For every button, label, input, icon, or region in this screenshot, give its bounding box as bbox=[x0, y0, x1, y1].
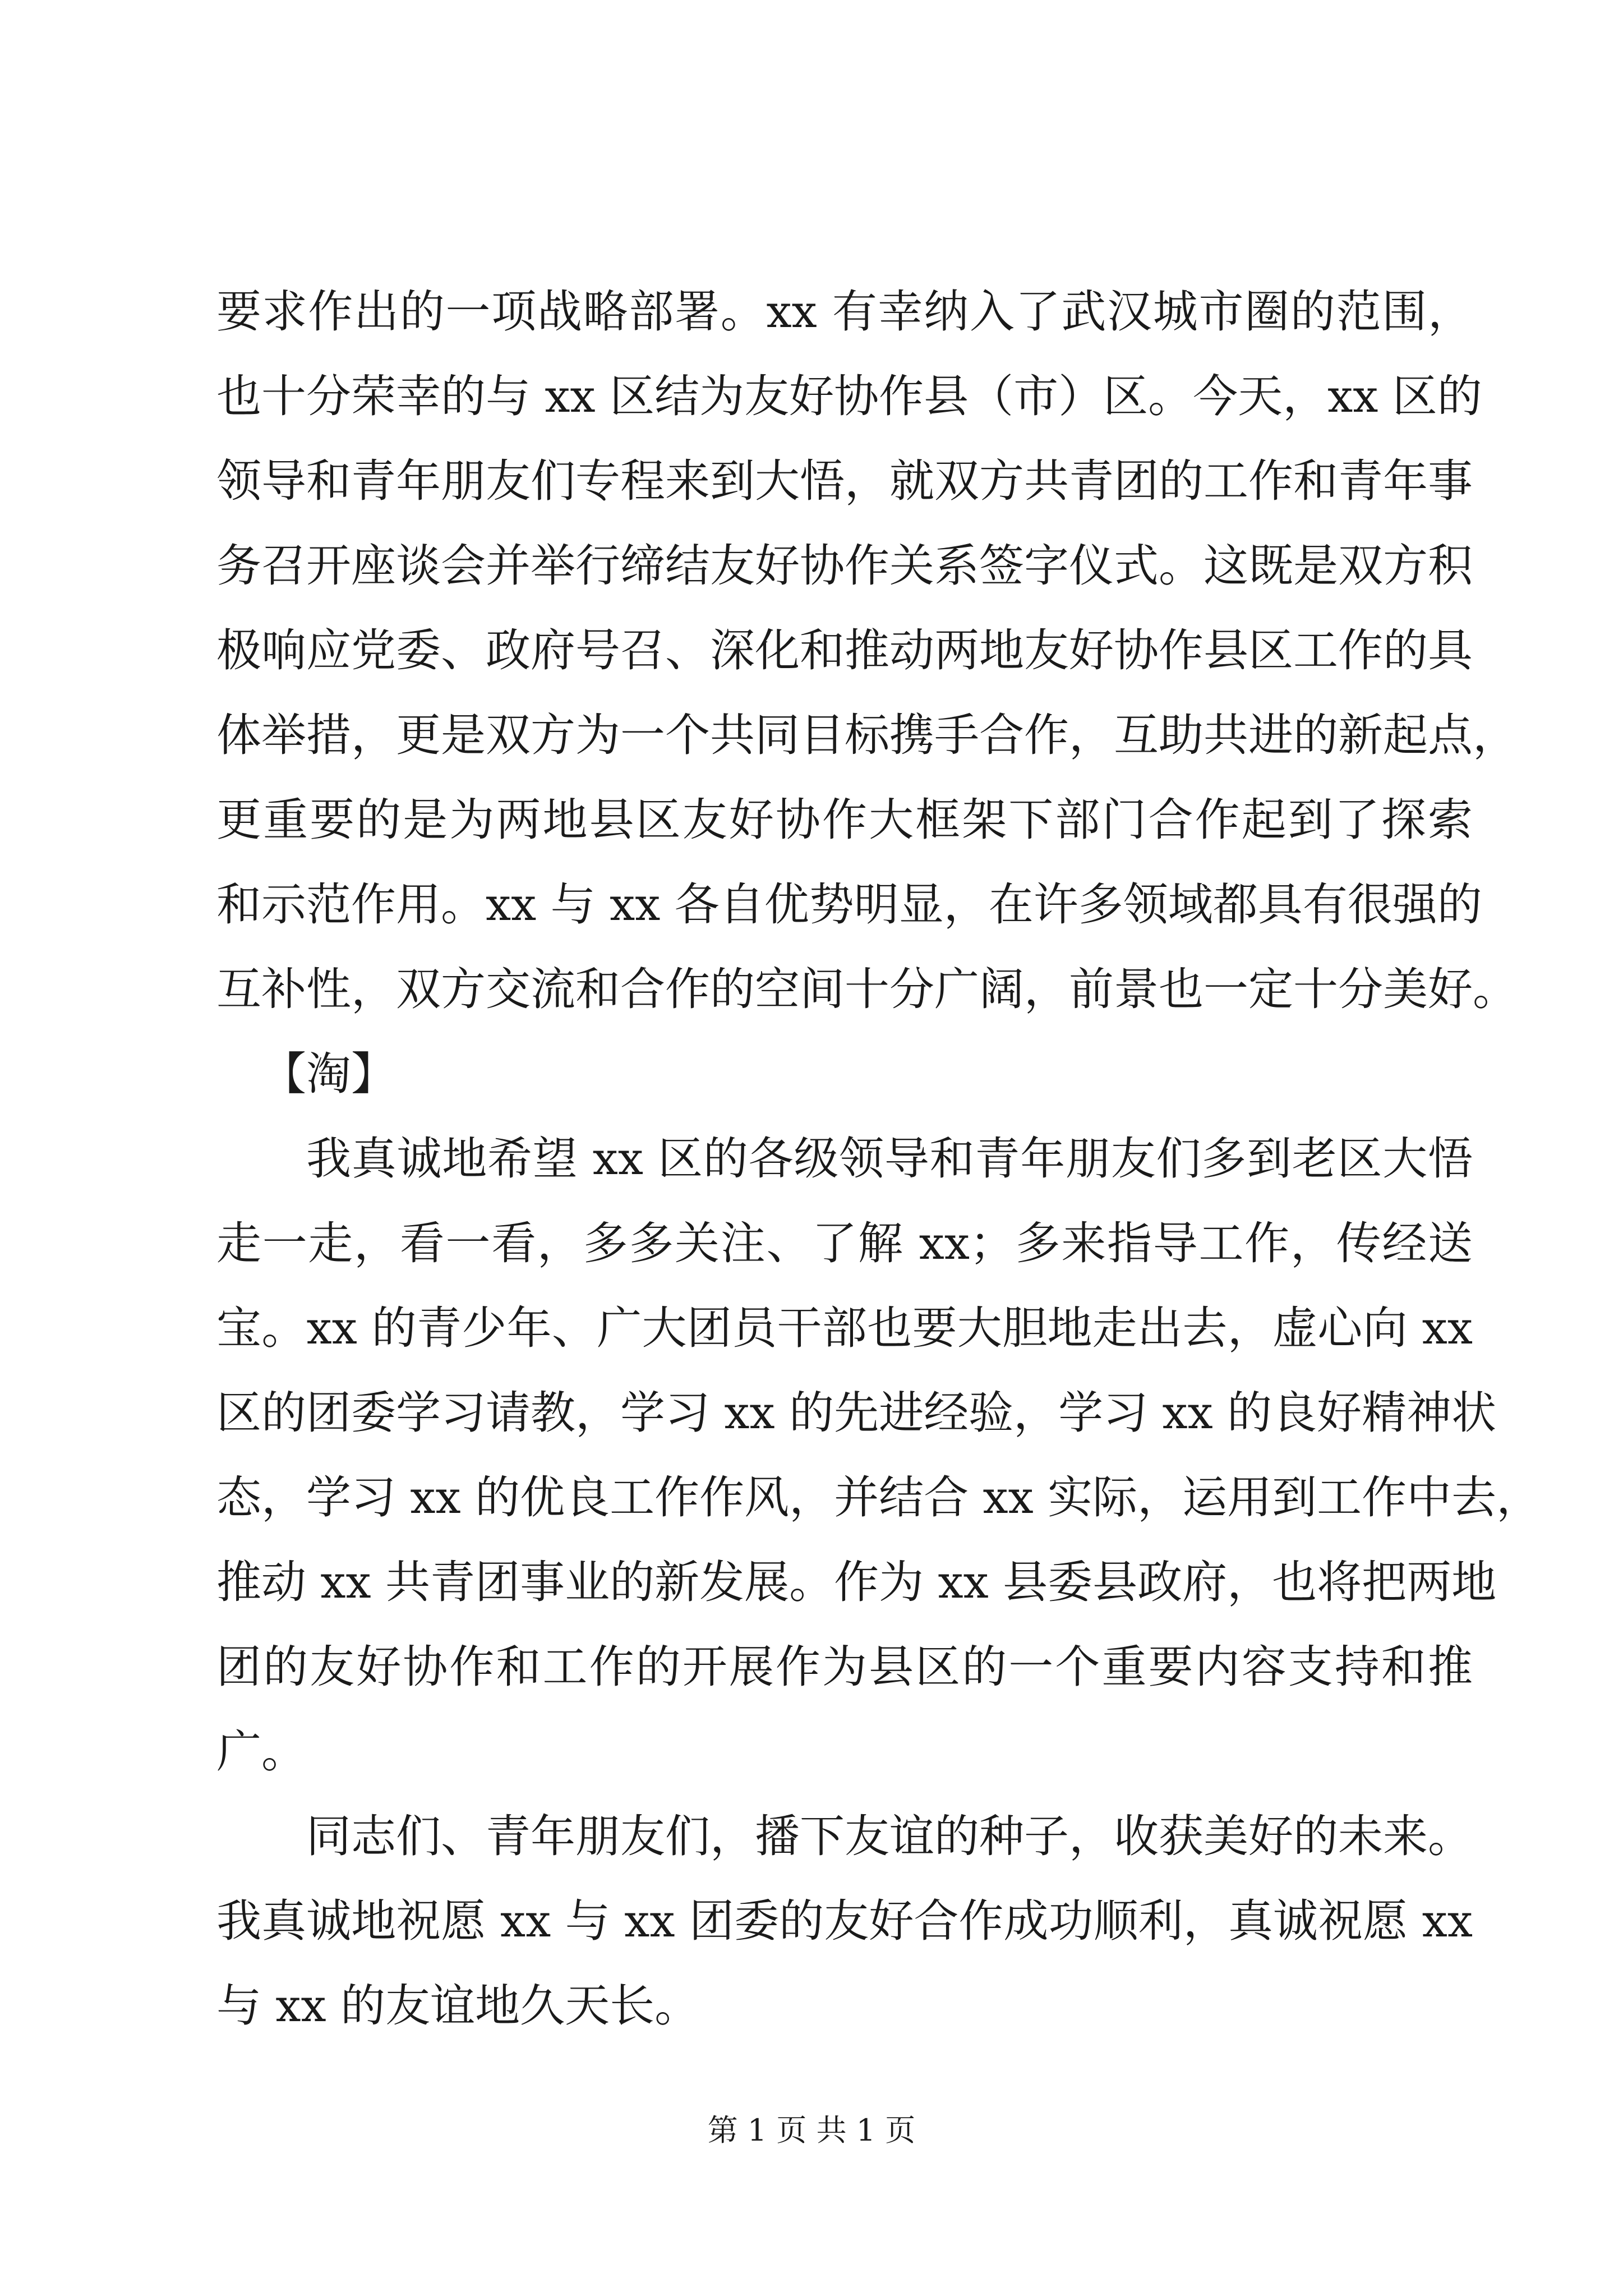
page-footer bbox=[0, 2106, 1623, 2150]
text-line: 务召开座谈会并举行缔结友好协作关系签字仪式。这既是双方积 bbox=[216, 540, 1473, 592]
text-line: 极响应党委、政府号召、深化和推动两地友好协作县区工作的具 bbox=[216, 624, 1473, 677]
text-line: 推动 xx 共青团事业的新发展。作为 xx 县委县政府，也将把两地 bbox=[216, 1556, 1497, 1608]
text-line: 与 xx 的友谊地久天长。 bbox=[216, 1980, 700, 2032]
text-line: 我真诚地祝愿 xx 与 xx 团委的友好合作成功顺利，真诚祝愿 xx bbox=[216, 1895, 1473, 1947]
text-line: 同志们、青年朋友们，播下友谊的种子，收获美好的未来。 bbox=[306, 1810, 1473, 1862]
paragraph-3 bbox=[216, 1794, 1473, 2048]
text-line: 也十分荣幸的与 xx 区结为友好协作县（市）区。今天，xx 区的 bbox=[216, 370, 1482, 422]
text-line: 体举措，更是双方为一个共同目标携手合作，互助共进的新起点， bbox=[216, 709, 1518, 761]
text-line: 和示范作用。xx 与 xx 各自优势明显，在许多领域都具有很强的 bbox=[216, 878, 1482, 931]
paragraph-1 bbox=[216, 269, 1518, 1032]
text-line: 团的友好协作和工作的开展作为县区的一个重要内容支持和推 bbox=[216, 1641, 1473, 1693]
paragraph-2 bbox=[216, 1116, 1542, 1794]
text-line: 走一走，看一看，多多关注、了解 xx；多来指导工作，传经送 bbox=[216, 1217, 1473, 1269]
text-line: 更重要的是为两地县区友好协作大框架下部门合作起到了探索 bbox=[216, 794, 1473, 846]
page-number: 第 1 页 共 1 页 bbox=[707, 2113, 916, 2148]
text-line: 领导和青年朋友们专程来到大悟，就双方共青团的工作和青年事 bbox=[216, 455, 1473, 507]
text-line: 宝。xx 的青少年、广大团员干部也要大胆地走出去，虚心向 xx bbox=[216, 1302, 1473, 1354]
text-line: 广。 bbox=[216, 1726, 306, 1778]
section-heading: 【淘】 bbox=[261, 1048, 396, 1100]
text-line: 区的团委学习请教，学习 xx 的先进经验，学习 xx 的良好精神状 bbox=[216, 1387, 1497, 1439]
document-body bbox=[216, 269, 1542, 2048]
section-heading-block bbox=[216, 1032, 1473, 1116]
text-line: 态，学习 xx 的优良工作作风，并结合 xx 实际，运用到工作中去， bbox=[216, 1471, 1542, 1524]
text-line: 互补性，双方交流和合作的空间十分广阔，前景也一定十分美好。 bbox=[216, 963, 1518, 1015]
text-line: 我真诚地希望 xx 区的各级领导和青年朋友们多到老区大悟 bbox=[306, 1133, 1473, 1185]
text-line: 要求作出的一项战略部署。xx 有幸纳入了武汉城市圈的范围， bbox=[216, 286, 1473, 338]
